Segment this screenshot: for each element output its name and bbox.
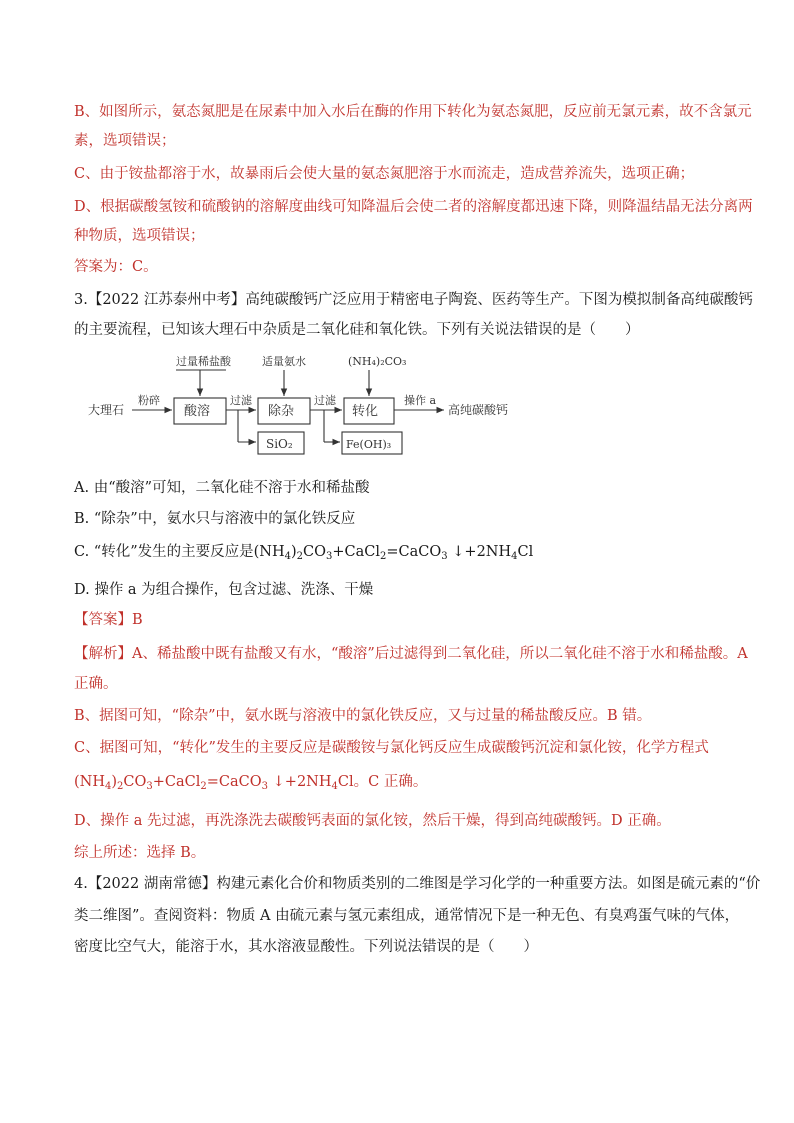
q3-option-c-prefix: C. “转化”发生的主要反应是 (74, 544, 254, 560)
analysis-c-suffix: 。C 正确。 (353, 774, 428, 790)
q3-analysis-a-line2: 正确。 (74, 676, 118, 692)
q3-option-b: B. “除杂”中，氨水只与溶液中的氯化铁反应 (74, 511, 356, 527)
flow-waste-sio2: SiO₂ (266, 437, 293, 451)
q3-analysis-a-line1 (74, 643, 748, 665)
q3-summary: 综上所述：选择 B。 (74, 845, 206, 861)
q3-analysis-c-line1: C、据图可知，“转化”发生的主要反应是碳酸铵与氯化钙反应生成碳酸钙沉淀和氯化铵，化学方程式 (74, 740, 709, 756)
flow-reagent1: 过量稀盐酸 (176, 355, 231, 368)
q3-analysis-c-line2 (74, 771, 427, 793)
q3-analysis-b: B、据图可知，“除杂”中，氨水既与溶液中的氯化铁反应，又与过量的稀盐酸反应。B 错。 (74, 708, 652, 724)
flow-arrow2-label: 过滤 (230, 394, 252, 407)
q4-stem-line3: 密度比空气大，能溶于水，其水溶液显酸性。下列说法错误的是（ ） (74, 939, 538, 955)
prev-option-d-line2: 种物质，选项错误； (74, 228, 205, 244)
flow-arrow4-label: 操作 a (404, 394, 437, 407)
flow-box-acid-dissolve: 酸溶 (184, 404, 211, 419)
flow-arrow1-label: 粉碎 (138, 394, 160, 407)
analysis-c-equation: $(NH_4)_2CO_3+CaCl_2=CaCO_3$ $↓+2NH_4Cl$ (74, 774, 354, 792)
prev-option-b-line2: 素，选项错误； (74, 133, 176, 149)
prev-option-b-line1: B、如图所示，氨态氮肥是在尿素中加入水后在酶的作用下转化为氨态氮肥，反应前无氯元素，故不含氯元 (74, 104, 752, 120)
process-flow-diagram (86, 352, 556, 466)
flow-reagent2: 适量氨水 (262, 355, 306, 368)
q3-option-a: A. 由“酸溶”可知，二氧化硅不溶于水和稀盐酸 (74, 480, 370, 496)
flow-box-convert: 转化 (352, 404, 379, 419)
flow-product: 高纯碳酸钙 (448, 403, 509, 417)
q3-stem-line2: 的主要流程，已知该大理石中杂质是二氧化硅和氧化铁。下列有关说法错误的是（ ） (74, 322, 640, 338)
q3-option-c-equation: $(NH_4)_2CO_3+CaCl_2=CaCO_3$ $↓+2NH_4Cl$ (253, 544, 534, 562)
answer-value: B (132, 612, 143, 628)
prev-option-c-line: C、由于铵盐都溶于水，故暴雨后会使大量的氨态氮肥溶于水而流走，造成营养流失，选项正确； (74, 166, 695, 182)
flow-raw-material: 大理石 (88, 403, 125, 417)
q3-answer (74, 609, 143, 631)
flow-arrow3-label: 过滤 (314, 394, 336, 407)
q4-stem-line2: 类二维图”。查阅资料：物质 A 由硫元素与氢元素组成，通常情况下是一种无色、有臭鸡蛋气味的气体， (74, 908, 740, 924)
q3-option-d: D. 操作 a 为组合操作，包含过滤、洗涤、干燥 (74, 582, 374, 598)
q4-stem-line1: 4.【2022 湖南常德】构建元素化合价和物质类别的二维图是学习化学的一种重要方法。如图是硫元素的“价 (74, 876, 761, 892)
answer-tag: 【答案】 (74, 612, 132, 628)
analysis-a-text: A、稀盐酸中既有盐酸又有水，“酸溶”后过滤得到二氧化硅，所以二氧化硅不溶于水和稀盐酸。A (132, 646, 748, 662)
flow-box-remove-impurity: 除杂 (268, 404, 295, 419)
q3-analysis-d: D、操作 a 先过滤，再洗涤洗去碳酸钙表面的氯化铵，然后干燥，得到高纯碳酸钙。D 正确。 (74, 813, 671, 829)
q3-option-c (74, 541, 533, 563)
analysis-tag: 【解析】 (74, 646, 132, 662)
flow-waste-feoh3: Fe(OH)₃ (346, 438, 392, 451)
q3-stem-line1: 3.【2022 江苏泰州中考】高纯碳酸钙广泛应用于精密电子陶瓷、医药等生产。下图为模拟制备高纯碳酸钙 (74, 292, 753, 308)
prev-option-d-line1: D、根据碳酸氢铵和硫酸钠的溶解度曲线可知降温后会使二者的溶解度都迅速下降，则降温结晶无法分离两 (74, 199, 753, 215)
flow-reagent3: (NH₄)₂CO₃ (348, 355, 407, 368)
prev-answer: 答案为：C。 (74, 259, 158, 275)
